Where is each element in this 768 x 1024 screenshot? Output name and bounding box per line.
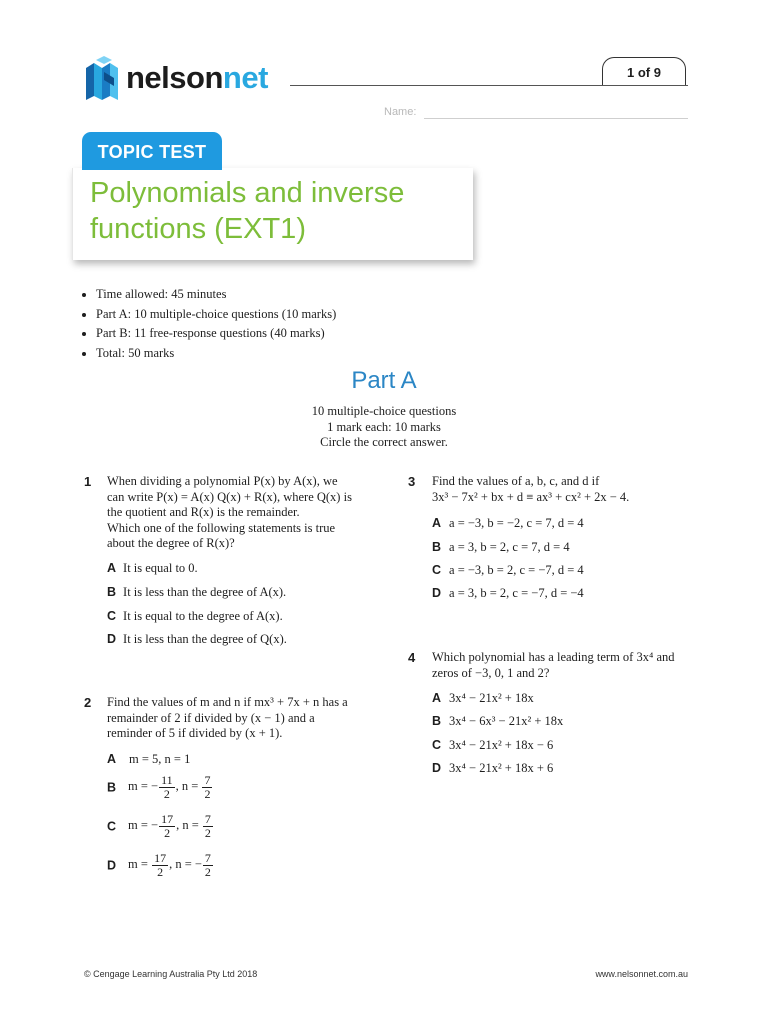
option-text: m = 5, n = 1 xyxy=(129,752,191,766)
question-line: Find the values of a, b, c, and d if xyxy=(432,474,600,488)
q1-option-c[interactable] xyxy=(107,607,283,625)
option-label: B xyxy=(432,714,442,728)
question-line: about the degree of R(x)? xyxy=(107,536,235,550)
question-line: 3x³ − 7x² + bx + d ≡ ax³ + cx² + 2x − 4. xyxy=(432,489,630,504)
question-number: 1 xyxy=(84,474,92,489)
question-line: Which polynomial has a leading term of 3x⁴ and xyxy=(432,650,675,664)
question-3-text xyxy=(432,474,629,505)
denominator: 2 xyxy=(157,865,164,879)
option-label: B xyxy=(432,540,442,554)
option-label: B xyxy=(107,780,117,795)
option-text: It is equal to the degree of A(x). xyxy=(123,609,283,623)
fraction xyxy=(159,813,175,840)
option-label: A xyxy=(432,691,442,705)
q1-option-d[interactable] xyxy=(107,630,287,648)
q1-option-a[interactable] xyxy=(107,559,198,577)
question-line: Which one of the following statements is true xyxy=(107,520,336,535)
question-line: When dividing a polynomial P(x) by A(x), we xyxy=(107,474,338,488)
fraction xyxy=(159,774,175,801)
q3-option-a[interactable] xyxy=(432,514,584,532)
option-label: D xyxy=(107,858,117,873)
option-text: a = 3, b = 2, c = −7, d = −4 xyxy=(449,586,584,600)
math-text: , n = − xyxy=(169,857,202,872)
list-item: • Part B: 11 free-response questions (40 marks) xyxy=(96,324,336,344)
q3-option-d[interactable] xyxy=(432,584,584,602)
question-2-text xyxy=(107,695,348,742)
q3-option-b[interactable] xyxy=(432,538,570,556)
numerator: 11 xyxy=(161,773,173,787)
denominator: 2 xyxy=(164,826,171,840)
q2-option-c[interactable] xyxy=(107,813,214,840)
numerator: 17 xyxy=(161,812,174,826)
denominator: 2 xyxy=(204,826,211,840)
option-text: It is equal to 0. xyxy=(123,561,198,575)
fraction xyxy=(203,852,213,879)
q3-option-c[interactable] xyxy=(432,561,584,579)
option-label: D xyxy=(432,761,442,775)
q2-option-b[interactable] xyxy=(107,774,213,801)
option-label: B xyxy=(107,585,117,599)
denominator: 2 xyxy=(163,787,170,801)
nelsonnet-cube-icon xyxy=(84,56,128,102)
copyright-notice: © Cengage Learning Australia Pty Ltd 2018 xyxy=(84,969,258,979)
option-label: A xyxy=(107,752,117,766)
option-label: D xyxy=(432,586,442,600)
option-text: a = −3, b = −2, c = 7, d = 4 xyxy=(449,516,584,530)
question-number: 2 xyxy=(84,695,92,710)
topic-test-badge: TOPIC TEST xyxy=(82,132,222,170)
option-label: D xyxy=(107,632,117,646)
numerator: 7 xyxy=(204,812,211,826)
website-link[interactable]: www.nelsonnet.com.au xyxy=(595,969,688,979)
list-item: • Total: 50 marks xyxy=(96,344,336,364)
option-text: 3x⁴ − 21x² + 18x − 6 xyxy=(449,738,554,752)
nelsonnet-logo xyxy=(84,56,294,102)
brand-wordmark: nelsonnet xyxy=(126,60,268,95)
page-title xyxy=(90,175,470,247)
q4-option-a[interactable] xyxy=(432,689,534,707)
numerator: 17 xyxy=(154,851,167,865)
fraction xyxy=(203,813,213,840)
option-text: It is less than the degree of A(x). xyxy=(123,585,287,599)
question-line: remainder of 2 if divided by (x − 1) and a xyxy=(107,710,315,725)
q4-option-c[interactable] xyxy=(432,736,553,754)
option-label: A xyxy=(107,561,117,575)
instruction-line: Circle the correct answer. xyxy=(320,435,448,449)
title-line-1: Polynomials and inverse xyxy=(90,177,405,209)
page-indicator: 1 of 9 xyxy=(602,57,686,85)
option-label: C xyxy=(432,738,442,752)
title-line-2: functions (EXT1) xyxy=(90,213,306,245)
question-line: reminder of 5 if divided by (x + 1). xyxy=(107,726,283,740)
part-a-instructions xyxy=(0,404,768,451)
q1-option-b[interactable] xyxy=(107,583,286,601)
question-line: can write P(x) = A(x) Q(x) + R(x), where Q(x) is xyxy=(107,489,352,504)
option-text xyxy=(128,773,213,801)
option-label: C xyxy=(107,609,117,623)
option-text: 3x⁴ − 21x² + 18x xyxy=(449,691,534,705)
numerator: 7 xyxy=(204,851,211,865)
option-label: C xyxy=(107,819,117,834)
option-text: It is less than the degree of Q(x). xyxy=(123,632,287,646)
q4-option-b[interactable] xyxy=(432,712,563,730)
math-text: , n = xyxy=(175,779,202,794)
question-line: zeros of −3, 0, 1 and 2? xyxy=(432,665,550,680)
q2-option-a[interactable] xyxy=(107,750,190,768)
question-1-text xyxy=(107,474,352,552)
name-field-line xyxy=(424,118,688,119)
math-text: , n = xyxy=(176,818,202,833)
question-number: 4 xyxy=(408,650,416,665)
q2-option-d[interactable] xyxy=(107,852,214,879)
question-line: the quotient and R(x) is the remainder. xyxy=(107,505,300,519)
option-text xyxy=(128,851,214,879)
question-number: 3 xyxy=(408,474,416,489)
list-item: • Part A: 10 multiple-choice questions (10 marks) xyxy=(96,305,336,325)
math-text: m = − xyxy=(128,818,159,833)
option-text: 3x⁴ − 6x³ − 21x² + 18x xyxy=(449,714,564,728)
option-text: a = −3, b = 2, c = −7, d = 4 xyxy=(449,563,584,577)
q4-option-d[interactable] xyxy=(432,759,553,777)
question-4-text xyxy=(432,650,675,681)
denominator: 2 xyxy=(204,865,211,879)
option-text xyxy=(128,812,214,840)
option-text: 3x⁴ − 21x² + 18x + 6 xyxy=(449,761,554,775)
list-item: • Time allowed: 45 minutes xyxy=(96,285,336,305)
fraction xyxy=(202,774,212,801)
part-a-heading: Part A xyxy=(351,367,417,394)
test-info-list xyxy=(78,285,336,363)
option-label: A xyxy=(432,516,442,530)
option-label: C xyxy=(432,563,442,577)
math-text: m = − xyxy=(128,779,159,794)
option-text: a = 3, b = 2, c = 7, d = 4 xyxy=(449,540,570,554)
math-text: m = xyxy=(128,857,152,872)
denominator: 2 xyxy=(204,787,211,801)
instruction-line: 10 multiple-choice questions xyxy=(311,404,457,418)
numerator: 7 xyxy=(204,773,211,787)
question-line: Find the values of m and n if mx³ + 7x + n has a xyxy=(107,695,348,709)
instruction-line: 1 mark each: 10 marks xyxy=(327,419,441,434)
name-label: Name: xyxy=(384,106,417,118)
fraction xyxy=(152,852,168,879)
